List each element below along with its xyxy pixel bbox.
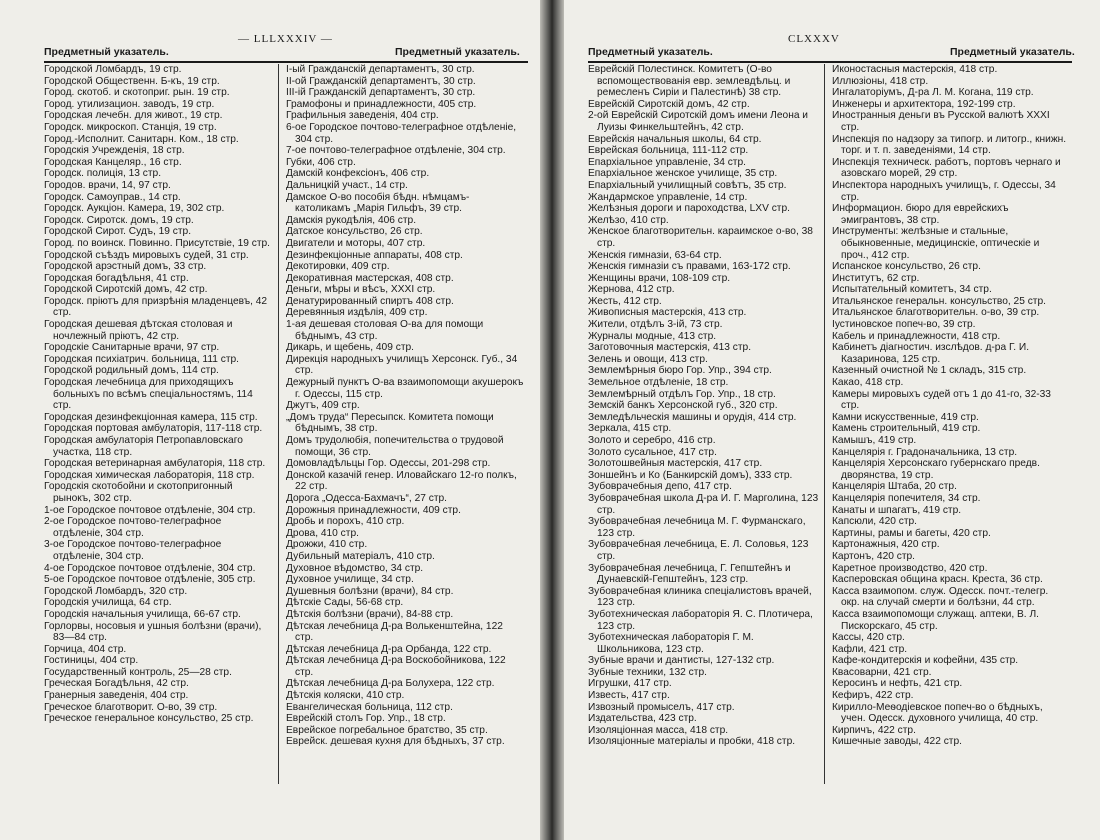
index-entry: Зелень и овощи, 413 стр.	[588, 353, 708, 365]
index-entry: Городскіе Санитарные врачи, 97 стр.	[44, 342, 220, 354]
index-entry: Канцелярія попечителя, 34 стр.	[832, 492, 981, 504]
index-entry: Дирекція народныхъ училищъ Херсонск. Губ., 34 стр.	[286, 353, 518, 377]
index-entry: Касперовская община красн. Креста, 36 стр.	[832, 574, 1043, 586]
index-entry: Декоративная мастерская, 408 стр.	[286, 272, 454, 284]
left-page-folio: — LLLXXXIV —	[238, 33, 333, 45]
index-entry: Камеры мировыхъ судей отъ 1 до 41-го, 32-33 стр.	[832, 388, 1051, 412]
index-entry: Издательства, 423 стр.	[588, 713, 697, 725]
index-entry: 6-ое Городское почтово-телеграфное отдѣленіе, 304 стр.	[286, 121, 517, 145]
index-entry: Желѣзо, 410 стр.	[588, 214, 669, 226]
index-entry: Дамское О-во пособія бѣдн. нѣмцамъ-католикамъ „Марія Гильфъ, 39 стр.	[286, 191, 470, 215]
index-entry: Кафли, 421 стр.	[832, 643, 908, 655]
index-entry: Камышъ, 419 стр.	[832, 435, 917, 446]
index-entry: Извозный промыселъ, 417 стр.	[588, 701, 735, 713]
index-entry: I-ый Гражданскій департаментъ, 30 стр.	[286, 64, 475, 75]
index-entry: Картины, рамы и багеты, 420 стр.	[832, 527, 991, 539]
index-entry: Дрова, 410 стр.	[286, 527, 359, 539]
right-page	[556, 0, 1100, 840]
index-entry: Еврейское погребальное братство, 35 стр.	[286, 724, 488, 736]
index-entry: Душевныя болѣзни (врачи), 84 стр.	[286, 585, 454, 597]
index-entry: Дѣтскія коляски, 410 стр.	[286, 690, 405, 702]
index-entry: Капсюли, 420 стр.	[832, 516, 918, 528]
index-entry: Известь, 417 стр.	[588, 690, 670, 702]
index-entry: II-ой Гражданскій департаментъ, 30 стр.	[286, 75, 476, 87]
index-entry: Картонъ, 420 стр.	[832, 550, 915, 562]
index-entry: Городская дешевая дѣтская столовая и ночлежный пріютъ, 42 стр.	[44, 319, 233, 342]
index-entry: Епархіальный училищный совѣтъ, 35 стр.	[588, 179, 787, 191]
index-entry: Дѣтская лечебница Д-ра Воскобойникова, 122 стр.	[286, 655, 506, 678]
index-entry: Заготовочныя мастерскія, 413 стр.	[588, 342, 752, 354]
index-entry: Журналы модные, 413 стр.	[588, 330, 717, 342]
index-entry: Деньги, мѣры и вѣсъ, XXXI стр.	[286, 284, 436, 296]
index-entry: Духовное вѣдомство, 34 стр.	[286, 562, 424, 574]
index-entry: Женское благотворительн. караимское о-во, 38 стр.	[588, 226, 813, 249]
index-entry: Земельное отдѣленіе, 18 стр.	[588, 377, 729, 389]
index-entry: Іустиновское попеч-во, 39 стр.	[832, 319, 976, 331]
index-entry: Дикарь, и щебень, 409 стр.	[286, 342, 414, 354]
index-entry: Кишечные заводы, 422 стр.	[832, 736, 962, 748]
index-entry: Грамофоны и принадлежности, 405 стр.	[286, 98, 477, 110]
index-entry: Женскія гимназіи, 63-64 стр.	[588, 249, 722, 261]
index-entry: 7-ое почтово-телеграфное отдѣленіе, 304 стр.	[286, 145, 506, 157]
index-entry: Губки, 406 стр.	[286, 156, 356, 168]
index-entry: Зубные врачи и дантисты, 127-132 стр.	[588, 655, 775, 667]
index-entry: Касса взаимопомощи служащ. аптеки, В. Л. Пискорскаго, 45 стр.	[832, 608, 1039, 632]
index-entry: Гостиницы, 404 стр.	[44, 655, 139, 667]
index-entry: Зубоврачебная школа Д-ра И. Г. Марголина, 123 стр.	[588, 492, 819, 516]
index-entry: Золото сусальное, 417 стр.	[588, 446, 717, 458]
book-gutter	[540, 0, 564, 840]
index-entry: Городская химическая лабораторія, 118 стр.	[44, 469, 255, 481]
index-entry: Двигатели и моторы, 407 стр.	[286, 237, 426, 249]
right-column-divider	[824, 64, 825, 784]
index-entry: Касса взаимопом. служ. Одесск. почт.-телегр. окр. на случай смерти и болѣзни, 44 стр.	[832, 585, 1049, 609]
index-entry: 2-ой Еврейскій Сиротскій домъ имени Леона и Луизы Финкельштейнъ, 42 стр.	[588, 110, 809, 133]
left-page	[0, 0, 548, 840]
index-entry: Денатурированный спиртъ 408 стр.	[286, 295, 454, 307]
index-entry: Зубоврачебныя депо, 417 стр.	[588, 481, 732, 493]
index-entry: Жесть, 412 стр.	[588, 295, 662, 307]
index-entry: Зубоврачебная лечебница, Е. Л. Соловья, 123 стр.	[588, 539, 809, 562]
index-entry: Земскій банкъ Херсонской губ., 320 стр.	[588, 400, 778, 412]
index-entry: Греческое генеральное консульство, 25 стр.	[44, 713, 254, 725]
right-column-1	[588, 64, 820, 748]
index-entry: Канцелярія г. Градоначальника, 13 стр.	[832, 446, 1018, 458]
index-entry: Донской казачій генер. Иловайскаго 12-го полкъ, 22 стр.	[286, 469, 517, 493]
index-entry: Еврейскій столъ Гор. Упр., 18 стр.	[286, 713, 446, 725]
index-entry: Дробь и порохъ, 410 стр.	[286, 516, 405, 528]
index-entry: Городской Сирот. Судъ, 19 стр.	[44, 226, 192, 238]
index-entry: „Домъ труда“ Пересыпск. Комитета помощи бѣднымъ, 38 стр.	[286, 411, 494, 435]
index-entry: Инспекція по надзору за типогр. и литогр., книжн. торг. и т. п. заведеніями, 14 стр.	[832, 133, 1067, 157]
index-entry: Землемѣрный отдѣлъ Гор. Упр., 18 стр.	[588, 388, 776, 400]
index-entry: Зуботехническая лабораторія Я. С. Плотичера, 123 стр.	[588, 608, 813, 632]
index-entry: 4-ое Городское почтовое отдѣленіе, 304 стр.	[44, 562, 256, 574]
index-entry: Канцелярія Штаба, 20 стр.	[832, 481, 957, 493]
index-entry: Кабель и принадлежности, 418 стр.	[832, 330, 1001, 342]
index-entry: Игрушки, 417 стр.	[588, 678, 672, 690]
index-entry: Женщины врачи, 108-109 стр.	[588, 272, 731, 284]
index-entry: Канаты и шпагатъ, 419 стр.	[832, 504, 962, 516]
index-entry: Деревянныя издѣлія, 409 стр.	[286, 307, 428, 319]
index-entry: Зоншейнъ и Ко (Банкирскій домъ), 333 стр.	[588, 469, 793, 481]
left-column-2	[286, 64, 524, 748]
index-entry: Иконостасныя мастерскія, 418 стр.	[832, 64, 998, 75]
index-entry: Зубные техники, 132 стр.	[588, 666, 707, 678]
index-entry: Городской Сиротскій домъ, 42 стр.	[44, 284, 208, 296]
index-entry: Дѣтская лечебница Д-ра Болухера, 122 стр.	[286, 678, 495, 690]
index-entry: Город. утилизацион. заводъ, 19 стр.	[44, 98, 215, 110]
index-entry: Еврейскій Полестинск. Комитетъ (О-во вспомоществованія евр. землевдѣльц. и ремесленъ Сиріи и Палестинѣ) 38 стр.	[588, 64, 791, 99]
left-column-1	[44, 64, 272, 725]
index-entry: 5-ое Городское почтовое отдѣленіе, 305 стр.	[44, 574, 256, 586]
index-entry: Живописныя мастерскія, 413 стр.	[588, 307, 747, 319]
right-header-right: Предметный указатель.	[950, 46, 1075, 58]
index-entry: Желѣзныя дороги и пароходства, LXV стр.	[588, 203, 790, 215]
index-entry: Кафе-кондитерскія и кофейни, 435 стр.	[832, 655, 1019, 667]
right-header-rule	[588, 61, 1072, 63]
right-page-folio: CLXXXV	[788, 33, 840, 45]
index-entry: Дрожжи, 410 стр.	[286, 539, 368, 551]
index-entry: Зуботехническая лабораторія Г. М. Школьникова, 123 стр.	[588, 632, 754, 655]
index-entry: Казенный очистной № 1 складъ, 315 стр.	[832, 365, 1027, 377]
left-header-right: Предметный указатель.	[395, 46, 520, 58]
index-entry: Изоляціонная масса, 418 стр.	[588, 724, 729, 736]
index-entry: Итальянское благотворительн. о-во, 39 стр.	[832, 307, 1040, 319]
index-entry: Золотошвейныя мастерскія, 417 стр.	[588, 458, 763, 470]
index-entry: Греческое благотворит. О-во, 39 стр.	[44, 701, 218, 713]
index-entry: Городской Ломбардъ, 320 стр.	[44, 585, 188, 597]
index-entry: Декотировки, 409 стр.	[286, 261, 390, 273]
index-entry: Городская лечебница для приходящихъ больныхъ по всѣмъ спеціальностямъ, 114 стр.	[44, 377, 253, 412]
index-entry: Дорога „Одесса-Бахмачъ“, 27 стр.	[286, 492, 447, 504]
index-entry: Город. скотоб. и скотоприг. рын. 19 стр.	[44, 87, 230, 99]
index-entry: Землемѣрныя бюро Гор. Упр., 394 стр.	[588, 365, 772, 377]
index-entry: Квасоварни, 421 стр.	[832, 666, 932, 678]
index-entry: Зубоврачебная клиника спеціалистовъ врачей, 123 стр.	[588, 585, 812, 609]
index-entry: Кирилло-Меѳодіевское попеч-во о бѣдныхъ, учен. Одесск. духовного училища, 40 стр.	[832, 701, 1043, 725]
index-entry: Иллюзіоны, 418 стр.	[832, 75, 929, 87]
index-entry: Городская портовая амбулаторія, 117-118 стр.	[44, 423, 263, 435]
index-entry: Зеркала, 415 стр.	[588, 423, 672, 435]
index-entry: Дамскій конфексіонъ, 406 стр.	[286, 168, 430, 180]
index-entry: Домовладѣльцы Гор. Одессы, 201-298 стр.	[286, 458, 491, 470]
index-entry: Городскія училища, 64 стр.	[44, 597, 172, 609]
index-entry: Инспектора народныхъ училищъ, г. Одессы, 34 стр.	[832, 179, 1056, 203]
index-entry: Городской Ломбардъ, 19 стр.	[44, 64, 182, 75]
index-entry: Городск. пріютъ для призрѣнія младенцевъ, 42 стр.	[44, 295, 268, 319]
index-entry: Дорожныя принадлежности, 409 стр.	[286, 504, 461, 516]
index-entry: Информацион. бюро для еврейскихъ эмигрантовъ, 38 стр.	[832, 203, 1009, 226]
index-entry: Городская Канцеляр., 16 стр.	[44, 156, 182, 168]
index-entry: Дубильный матеріалъ, 410 стр.	[286, 550, 435, 562]
index-entry: Инструменты: желѣзные и стальные, обыкновенные, медицинскіе, оптическіе и проч., 412 стр.	[832, 226, 1040, 261]
index-entry: Керосинъ и нефть, 421 стр.	[832, 678, 963, 690]
index-entry: Жандармское управленіе, 14 стр.	[588, 191, 748, 203]
index-entry: 1-ая дешевая столовая О-ва для помощи бѣднымъ, 43 стр.	[286, 319, 484, 342]
index-entry: Зубоврачебная лечебница, Г. Гепштейнъ и Дунаевскій-Гепштейнъ, 123 стр.	[588, 562, 791, 586]
index-entry: Дѣтская лечебница Д-ра Волькенштейна, 122 стр.	[286, 620, 503, 644]
index-entry: Городская психіатрич. больница, 111 стр.	[44, 353, 240, 365]
index-entry: 1-ое Городское почтовое отдѣленіе, 304 стр.	[44, 504, 256, 516]
index-entry: Кассы, 420 стр.	[832, 632, 905, 644]
index-entry: Каретное производство, 420 стр.	[832, 562, 988, 574]
left-column-divider	[278, 64, 279, 784]
index-entry: Изоляціонные матеріалы и пробки, 418 стр.	[588, 736, 796, 748]
right-header-left: Предметный указатель.	[588, 46, 713, 58]
index-entry: Городов. врачи, 14, 97 стр.	[44, 179, 171, 191]
index-entry: Город. по воинск. Повинно. Присутствіе, 19 стр.	[44, 237, 270, 249]
index-entry: Кефиръ, 422 стр.	[832, 690, 914, 702]
index-entry: Город.-Исполнит. Санитарн. Ком., 18 стр.	[44, 133, 239, 145]
index-entry: Инженеры и архитектора, 192-199 стр.	[832, 98, 1016, 110]
index-entry: Епархіальное женское училище, 35 стр.	[588, 168, 778, 180]
index-entry: Канцелярія Херсонскаго губернскаго предв. дворянства, 19 стр.	[832, 458, 1040, 481]
index-entry: Дѣтскіе Сады, 56-68 стр.	[286, 597, 404, 609]
index-entry: Датское консульство, 26 стр.	[286, 226, 423, 238]
index-entry: Итальянское генеральн. консульство, 25 стр.	[832, 295, 1046, 307]
index-entry: Жернова, 412 стр.	[588, 284, 675, 296]
index-entry: Дальницкій участ., 14 стр.	[286, 179, 408, 191]
index-entry: Городская лечебн. для живот., 19 стр.	[44, 110, 223, 122]
index-entry: Городск. Аукціон. Камера, 19, 302 стр.	[44, 203, 225, 215]
index-entry: Городской арэстный домъ, 33 стр.	[44, 261, 207, 273]
index-entry: Кабинетъ діагностич. изслѣдов. д-ра Г. И. Казаринова, 125 стр.	[832, 342, 1030, 365]
index-entry: Камень строительный, 419 стр.	[832, 423, 981, 435]
index-entry: Испанское консульство, 26 стр.	[832, 261, 981, 273]
index-entry: Городск. полиція, 13 стр.	[44, 168, 162, 180]
index-entry: Иностранныя деньги въ Русской валютѣ XXXI стр.	[832, 110, 1050, 133]
index-entry: Греческая Богадѣльня, 42 стр.	[44, 678, 189, 690]
index-entry: Гранерныя заведенія, 404 стр.	[44, 690, 189, 702]
index-entry: Городской съѣздъ мировыхъ судей, 31 стр.	[44, 249, 249, 261]
index-entry: Городская богадѣльня, 41 стр.	[44, 272, 189, 284]
index-entry: Горчица, 404 стр.	[44, 643, 127, 655]
index-entry: Городская амбулаторія Петропавловскаго участка, 118 стр.	[44, 435, 243, 458]
index-entry: Дезинфекціонные аппараты, 408 стр.	[286, 249, 463, 261]
index-entry: Духовное училище, 34 стр.	[286, 574, 414, 586]
index-entry: Кирпичъ, 422 стр.	[832, 724, 916, 736]
index-entry: Городскія Учрежденія, 18 стр.	[44, 145, 185, 157]
index-entry: III-ій Гражданскій департаментъ, 30 стр.	[286, 87, 476, 99]
index-entry: Городская ветеринарная амбулаторія, 118 стр.	[44, 458, 266, 470]
index-entry: Какао, 418 стр.	[832, 377, 904, 389]
index-entry: Городской родильный домъ, 114 стр.	[44, 365, 219, 377]
index-entry: Ингалаторіумъ, Д-ра Л. М. Когана, 119 стр.	[832, 87, 1034, 99]
index-entry: Домъ трудолюбія, попечительства о трудовой помощи, 36 стр.	[286, 435, 504, 458]
left-header-rule	[44, 61, 528, 63]
left-header-left: Предметный указатель.	[44, 46, 169, 58]
index-entry: Еврейск. дешевая кухня для бѣдныхъ, 37 стр.	[286, 736, 505, 748]
index-entry: Еврейскій Сиротскій домъ, 42 стр.	[588, 98, 750, 110]
index-entry: Графильныя заведенія, 404 стр.	[286, 110, 439, 122]
index-entry: Инспекція техническ. работъ, портовъ чернаго и азовскаго морей, 29 стр.	[832, 156, 1061, 180]
index-entry: Городскія начальныя училища, 66-67 стр.	[44, 608, 241, 620]
index-entry: Картонажныя, 420 стр.	[832, 539, 940, 551]
index-entry: Городскія скотобойни и скотопригонный рынокъ, 302 стр.	[44, 481, 233, 504]
index-entry: Городской Общественн. Б-къ, 19 стр.	[44, 75, 220, 87]
index-entry: Городск. Сиротск. домъ, 19 стр.	[44, 214, 194, 226]
index-entry: Еврейскія начальныя школы, 64 стр.	[588, 133, 762, 145]
index-entry: Еврейская больница, 111-112 стр.	[588, 145, 749, 157]
index-entry: Городская дезинфекціонная камера, 115 стр.	[44, 411, 258, 423]
index-entry: Государственный контроль, 25—28 стр.	[44, 666, 232, 678]
index-entry: Институтъ, 62 стр.	[832, 272, 920, 284]
index-entry: Зубоврачебная лечебница М. Г. Фурманскаго, 123 стр.	[588, 516, 806, 539]
right-column-2	[832, 64, 1068, 748]
index-entry: Дамскія рукодѣлія, 406 стр.	[286, 214, 417, 226]
index-entry: Горлорвы, носовыя и ушныя болѣзни (врачи), 83—84 стр.	[44, 620, 262, 644]
index-entry: Золото и серебро, 416 стр.	[588, 435, 716, 446]
index-entry: Евангелическая больница, 112 стр.	[286, 701, 453, 713]
index-entry: Дежурный пунктъ О-ва взаимопомощи акушерокъ г. Одессы, 115 стр.	[286, 377, 524, 400]
index-entry: 2-ое Городское почтово-телеграфное отдѣленіе, 304 стр.	[44, 516, 222, 539]
index-entry: Женскія гимназіи съ правами, 163-172 стр.	[588, 261, 791, 273]
index-entry: Городск. микроскоп. Станція, 19 стр.	[44, 121, 217, 133]
index-entry: Камни искусственные, 419 стр.	[832, 411, 979, 423]
index-entry: Дѣтскія болѣзни (врачи), 84-88 стр.	[286, 608, 454, 620]
index-entry: Епархіальное управленіе, 34 стр.	[588, 156, 746, 168]
index-entry: Земледѣльческія машины и орудія, 414 стр.	[588, 411, 797, 423]
index-entry: Джутъ, 409 стр.	[286, 400, 360, 412]
index-entry: Городск. Самоуправ., 14 стр.	[44, 191, 181, 203]
index-entry: Жители, отдѣлъ 3-ій, 73 стр.	[588, 319, 723, 331]
index-entry: Испытательный комитетъ, 34 стр.	[832, 284, 992, 296]
index-entry: Дѣтская лечебница Д-ра Орбанда, 122 стр.	[286, 643, 492, 655]
index-entry: 3-ое Городское почтово-телеграфное отдѣленіе, 304 стр.	[44, 539, 222, 562]
